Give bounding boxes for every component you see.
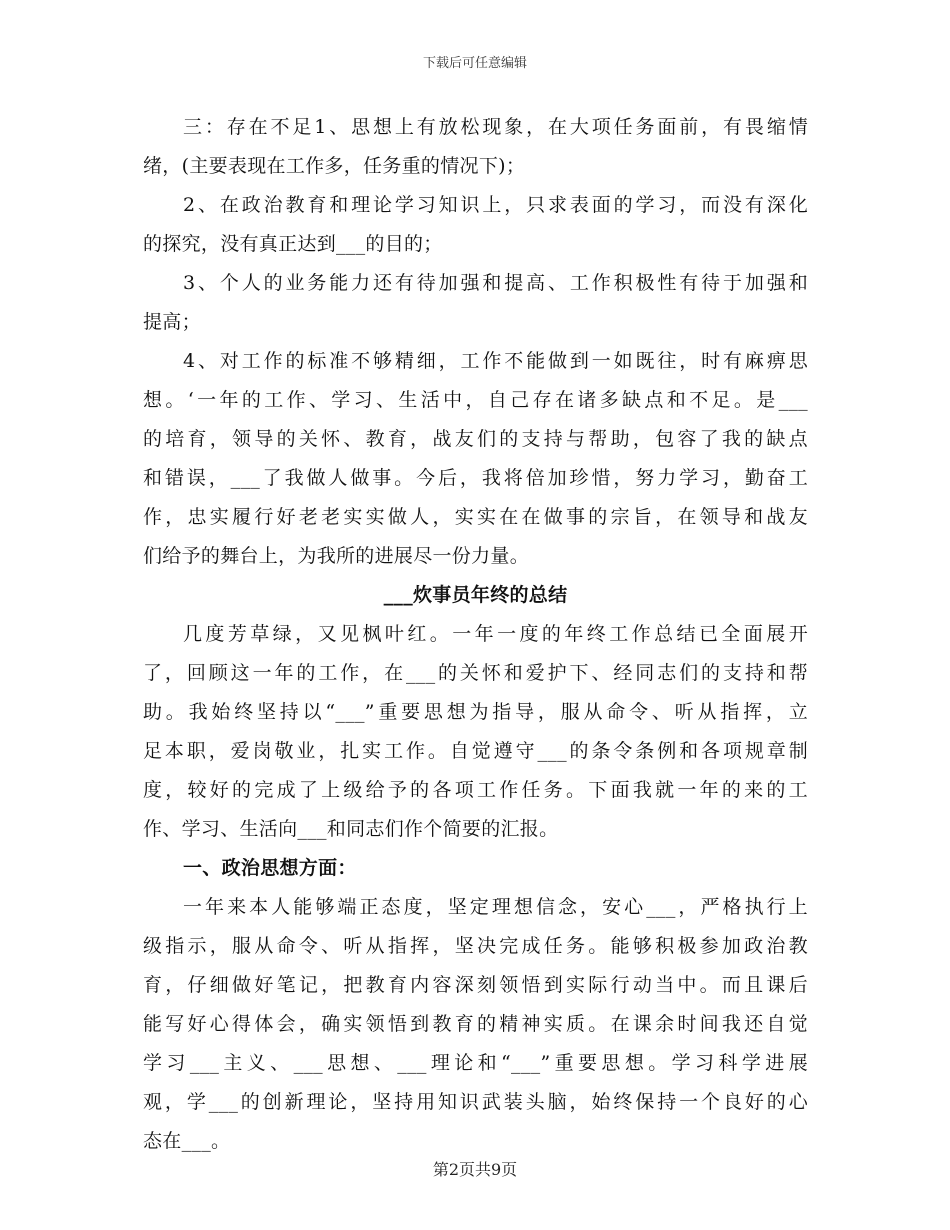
document-body [143,108,808,1161]
paragraph-line: 绪，(主要表现在工作多，任务重的情况下)； [143,155,526,177]
paragraph-line: 们给予的舞台上，为我所的进展尽一份力量。 [143,545,530,567]
paragraph-line: 几度芳草绿，又见枫叶红。一年一度的年终工作总结已全面展开 [183,623,808,645]
paragraph-line: 3、个人的业务能力还有待加强和提高、工作积极性有待于加强和 [183,272,808,294]
paragraph-line: 了，回顾这一年的工作，在___的关怀和爱护下、经同志们的支持和帮 [143,662,808,684]
paragraph-line: 的探究，没有真正达到___的目的； [143,233,443,255]
paragraph-line: 一年来本人能够端正态度，坚定理想信念，安心___，严格执行上 [183,896,808,918]
page-footer: 第2页共9页 [432,1160,518,1179]
paragraph-line: 度，较好的完成了上级给予的各项工作任务。下面我就一年的来的工 [143,779,808,801]
paragraph-line: 级指示，服从命令、听从指挥，坚决完成任务。能够积极参加政治教 [143,935,808,957]
paragraph-line: 2、在政治教育和理论学习知识上，只求表面的学习，而没有深化 [183,194,808,216]
section-title: ___炊事员年终的总结 [383,584,568,606]
paragraph-line: 三：存在不足1、思想上有放松现象，在大项任务面前，有畏缩情 [183,116,808,138]
paragraph-line: 作、学习、生活向___和同志们作个简要的汇报。 [143,818,559,840]
paragraph-line: 的培育，领导的关怀、教育，战友们的支持与帮助，包容了我的缺点 [143,428,808,450]
paragraph-line: 作，忠实履行好老老实实做人，实实在在做事的宗旨，在领导和战友 [143,506,808,528]
paragraph-line: 学习___主义、___思想、___理论和“___”重要思想。学习科学进展 [143,1052,808,1074]
subsection-heading: 一、政治思想方面： [183,857,357,879]
paragraph-line: 4、对工作的标准不够精细，工作不能做到一如既往，时有麻痹思 [183,350,808,372]
paragraph-line: 能写好心得体会，确实领悟到教育的精神实质。在课余时间我还自觉 [143,1013,808,1035]
paragraph-line: 足本职，爱岗敬业，扎实工作。自觉遵守___的条令条例和各项规章制 [143,740,808,762]
page-header: 下载后可任意编辑 [422,56,527,71]
paragraph-line: 观，学___的创新理论，坚持用知识武装头脑，始终保持一个良好的心 [143,1091,808,1113]
paragraph-line: 提高； [143,311,201,333]
paragraph-line: 育，仔细做好笔记，把教育内容深刻领悟到实际行动当中。而且课后 [143,974,808,996]
paragraph-line: 和错误，___了我做人做事。今后，我将倍加珍惜，努力学习，勤奋工 [143,467,808,489]
paragraph-line: 态在___。 [143,1130,231,1152]
paragraph-line: 想。‘一年的工作、学习、生活中，自己存在诸多缺点和不足。是___ [143,389,808,411]
paragraph-line: 助。我始终坚持以“___”重要思想为指导，服从命令、听从指挥，立 [143,701,808,723]
